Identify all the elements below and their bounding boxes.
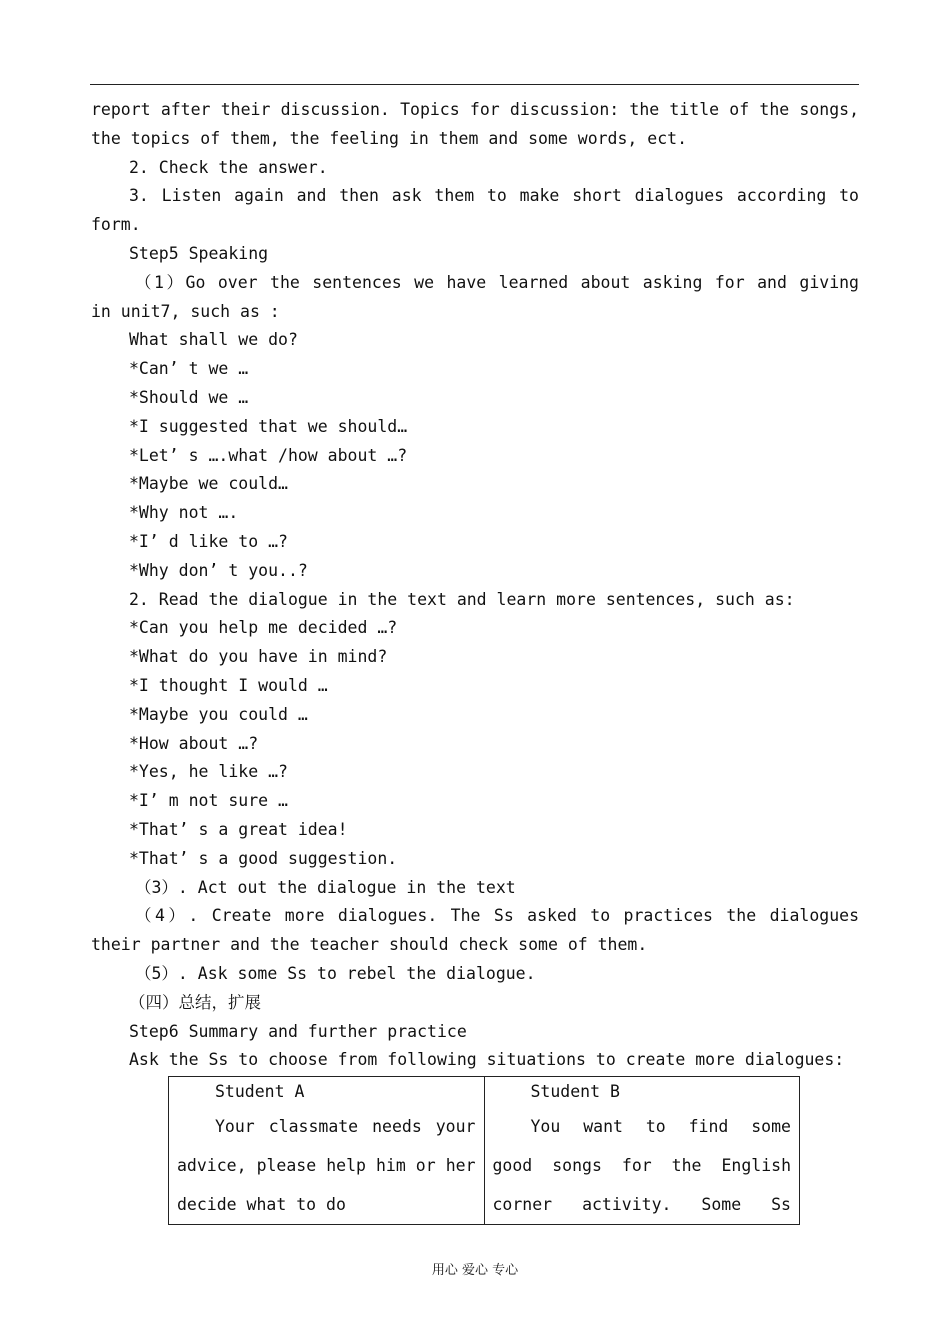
list-item: *How about …? [129,733,259,753]
section-heading: Step6 Summary and further practice [129,1021,467,1041]
list-item: *I thought I would … [129,675,328,695]
list-item: *Can’ t we … [129,359,249,379]
list-item: *I’ m not sure … [129,791,288,811]
list-item: *Yes, he like …? [129,762,288,782]
student-b-line: good songs for the English [492,1156,791,1175]
list-item: *Let’ s ….what /how about …? [129,445,408,465]
list-item: *I’ d like to …? [129,531,288,551]
paragraph-line: （4）. Create more dialogues. The Ss asked to practices the dialogues [135,906,859,926]
page-footer: 用心 爱心 专心 [431,1263,519,1278]
list-item: *Maybe you could … [129,704,308,724]
table-row [169,1077,800,1225]
student-a-line: Your classmate needs your [215,1117,476,1136]
list-item: *I suggested that we should… [129,416,408,436]
paragraph-line: 2. Read the dialogue in the text and learn more sentences, such as: [129,589,795,609]
student-a-line: advice, please help him or her [177,1156,476,1175]
list-item: *That’ s a good suggestion. [129,848,398,868]
paragraph-line: 3. Listen again and then ask them to make short dialogues according to [129,186,859,206]
document-body [91,96,859,1075]
list-item: *Maybe we could… [129,474,288,494]
paragraph-line: （1）Go over the sentences we have learned about asking for and giving [135,272,859,292]
list-item: What shall we do? [129,330,298,350]
student-b-title: Student B [530,1082,620,1101]
paragraph-line: report after their discussion. Topics for discussion: the title of the songs, [91,100,859,119]
paragraph-line: in unit7, such as : [91,301,280,321]
student-b-line: corner activity. Some Ss [492,1195,791,1214]
list-item: *Why don’ t you..? [129,560,308,580]
list-item: *That’ s a great idea! [129,819,348,839]
student-a-cell [169,1077,485,1225]
situations-table [168,1076,800,1225]
section-heading: Step5 Speaking [129,243,269,263]
list-item: *Why not …. [129,503,239,523]
section-heading: （四）总结，扩展 [129,992,261,1012]
paragraph-line: （5）. Ask some Ss to rebel the dialogue. [135,963,536,983]
student-b-cell [484,1077,800,1225]
list-item: *Can you help me decided …? [129,618,398,638]
student-a-line: decide what to do [177,1195,346,1214]
header-rule [90,84,859,85]
paragraph-line: their partner and the teacher should check some of them. [91,935,648,955]
student-a-title: Student A [215,1082,305,1101]
paragraph-line: the topics of them, the feeling in them and some words, ect. [91,128,688,148]
paragraph-line: form. [91,215,141,235]
student-b-line: You want to find some [530,1117,791,1136]
paragraph-line: Ask the Ss to choose from following situations to create more dialogues: [129,1050,845,1070]
paragraph-line: （3）. Act out the dialogue in the text [135,877,516,897]
list-item: *What do you have in mind? [129,647,388,667]
paragraph-line: 2. Check the answer. [129,157,328,177]
list-item: *Should we … [129,387,249,407]
